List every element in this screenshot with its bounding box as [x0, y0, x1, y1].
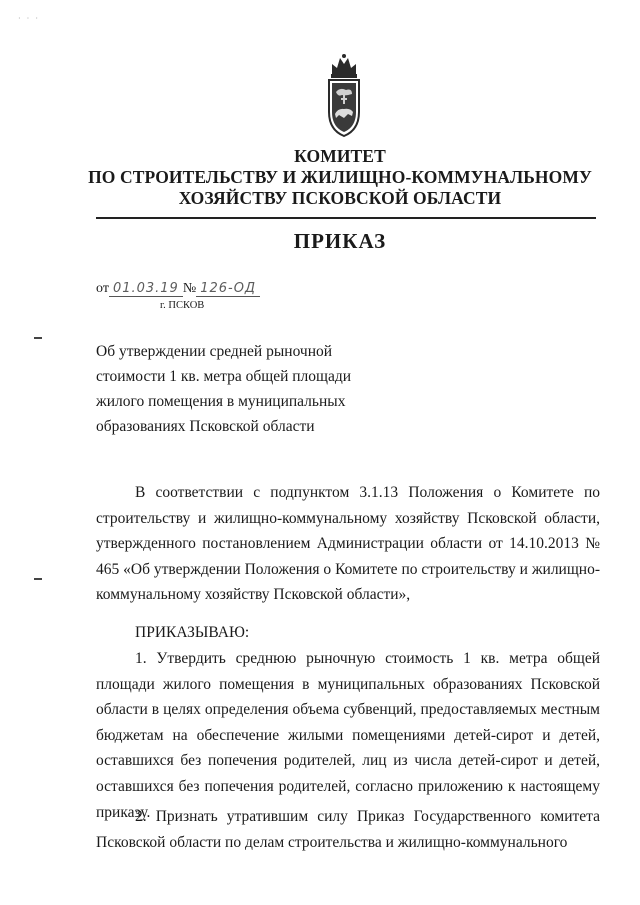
order-item-1: 1. Утвердить среднюю рыночную стоимость 1 кв. метра общей площади жилого помещения в муниципальных образованиях Псковской области в целях определения объема субвенций, предоставляемых местным бюджетам на обеспечение жилыми помещениями детей-сирот и детей, оставшихся без попечения родителей, лиц из числа детей-сирот и детей, оставшихся без попечения родителей, согласно приложению к настоящему приказу.	[96, 650, 600, 821]
org-name-line3: ХОЗЯЙСТВУ ПСКОВСКОЙ ОБЛАСТИ	[178, 188, 502, 208]
header-divider	[96, 217, 596, 219]
order-subject: Об утверждении средней рыночной стоимости 1 кв. метра общей площади жилого помещения в муниципальных образованиях Псковской области	[96, 343, 352, 435]
punch-hole-mark	[34, 337, 42, 339]
scan-artifact: · · ·	[18, 14, 40, 23]
number-prefix: №	[182, 281, 197, 296]
order-item-2: 2. Признать утратившим силу Приказ Государственного комитета Псковской области по делам строительства и жилищно-коммунального	[96, 808, 600, 851]
handwritten-date: 01.03.19	[109, 281, 183, 297]
org-name-line2: ПО СТРОИТЕЛЬСТВУ И ЖИЛИЩНО-КОММУНАЛЬНОМУ	[88, 167, 592, 187]
preamble-paragraph: В соответствии с подпунктом 3.1.13 Положения о Комитете по строительству и жилищно-коммунальному хозяйству Псковской области, утвержденного постановлением Администрации области от 14.10.2013 № 465 «Об утверждении Положения о Комитете по строительству и жилищно-коммунальному хозяйству Псковской области»,	[96, 484, 600, 604]
document-type-title: ПРИКАЗ	[293, 229, 387, 253]
date-prefix: от	[96, 281, 109, 296]
punch-hole-mark	[34, 578, 42, 580]
date-number-line	[96, 281, 260, 297]
handwritten-number: 126-ОД	[196, 281, 260, 297]
city-label: г. ПСКОВ	[160, 300, 205, 311]
org-name-line1: КОМИТЕТ	[294, 146, 386, 166]
order-word: ПРИКАЗЫВАЮ:	[135, 624, 250, 641]
coat-of-arms-icon	[324, 52, 364, 140]
